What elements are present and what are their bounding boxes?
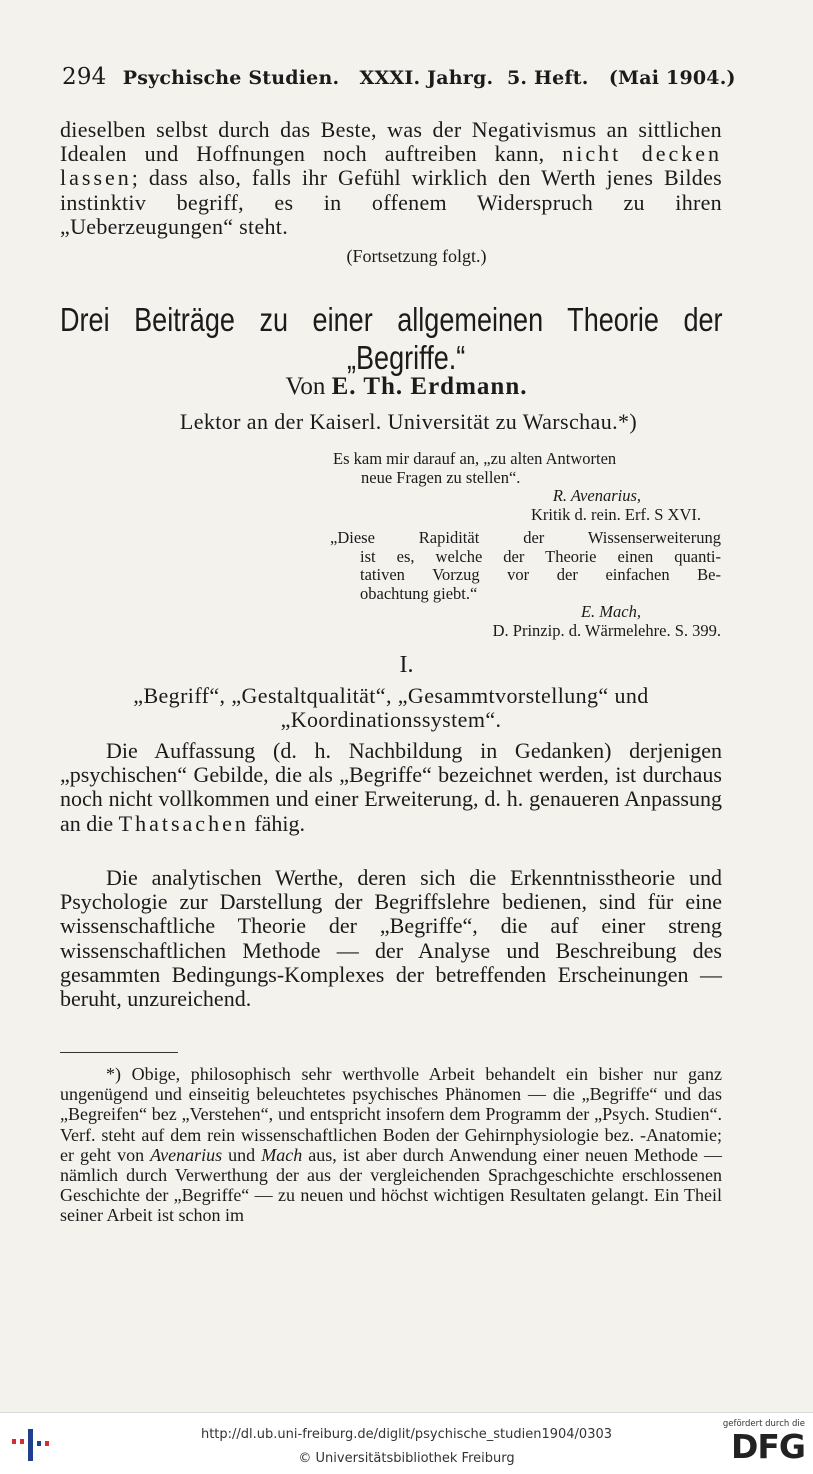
author-name: E. Th. Erdmann. xyxy=(331,373,528,400)
text-run: ; dass also, falls ihr Gefühl wirklich den Werth jenes Bildes instinktiv begriff, es in offenem Widerspruch zu ihren „Ueberzeugungen“ steht. xyxy=(60,165,722,239)
epigraph-source: D. Prinzip. d. Wärmelehre. S. 399. xyxy=(492,620,721,640)
spaced-text: Thatsachen xyxy=(118,810,249,836)
body-paragraph-1 xyxy=(60,739,722,836)
text-run: und xyxy=(222,1144,262,1165)
body-paragraph-2: Die analytischen Werthe, deren sich die Erkenntnisstheorie und Psychologie zur Darstellung der Begriffslehre bedienen, sind für eine wissenschaftliche Theorie der „Begriffe“, die auf einer streng wissenschaftlichen Methode — der Analyse und Beschreibung des gesammten Bedingungs-Komplexes der betreffenden Erscheinungen — beruht, unzureichend. xyxy=(60,865,722,1012)
epigraph-line: Es kam mir darauf an, „zu alten Antworten xyxy=(333,449,617,468)
article-title-line1: Drei Beiträge zu einer allgemeinen Theorie der xyxy=(60,301,723,338)
footnote xyxy=(60,1064,722,1226)
continuation-note: (Fortsetzung folgt.) xyxy=(346,246,487,266)
text-run: dieselben selbst durch das Beste, was der Negativismus an sittlichen Idealen und Hoffnungen noch auftreiben kann, xyxy=(60,117,722,167)
section-number: I. xyxy=(399,652,414,678)
title-text: „Begriffe.“ xyxy=(347,339,466,376)
footnote-rule xyxy=(60,1052,178,1053)
copyright-notice: © Universitätsbibliothek Freiburg xyxy=(298,1451,515,1466)
text-run: Die Auffassung (d. h. Nachbildung in Gedanken) derjenigen „psychischen“ Gebilde, die als „Begriffe“ bezeichnet werden, ist durchaus noch nicht vollkommen und einer Erweiterung, d. h. genaueren Anpassung an die xyxy=(60,738,722,836)
epigraph-line: neue Fragen zu stellen“. xyxy=(361,467,521,487)
text-run: aus, ist aber durch Anwendung einer neuen Methode — nämlich durch Verwerthung der aus der vergleichenden Sprachgeschichte erschlossenen Geschichte der „Begriffe“ — zu neuen und höchst wichtigen Resultaten gelangt. Ein Theil seiner Arbeit ist schon im xyxy=(60,1144,723,1226)
epigraph-line: ist es, welche der Theorie einen quanti- xyxy=(360,546,721,566)
dfg-logo-text: DFG xyxy=(730,1427,805,1466)
text-run: *) Obige, philosophisch sehr werthvolle Arbeit behandelt ein bisher nur ganz ungenügend und einseitig beleuchtetes psychisches Phänomen — die „Begriffe“ und das „Begreifen“ bez „Verstehen“, und entspricht insofern dem Programm der „Psych. Studien“. Verf. steht auf dem rein wissenschaftlichen Boden der Gehirnphysiologie bez. -Anatomie; er geht von xyxy=(60,1064,722,1165)
epigraph-line: obachtung giebt.“ xyxy=(360,583,478,603)
byline xyxy=(0,373,813,401)
page-number: 294 xyxy=(62,64,107,90)
epigraph-line: tativen Vorzug vor der einfachen Be- xyxy=(360,565,721,584)
dfg-logo[interactable] xyxy=(719,1419,805,1469)
italic-name: Avenarius xyxy=(150,1144,223,1165)
epigraph-mach xyxy=(330,529,721,640)
issue-date: (Mai 1904.) xyxy=(608,67,736,89)
epigraph-source: Kritik d. rein. Erf. S XVI. xyxy=(530,504,701,524)
article-title-line2 xyxy=(0,338,813,378)
epigraph-avenarius xyxy=(333,450,721,524)
byline-prefix: Von xyxy=(285,373,326,400)
author-affiliation: Lektor an der Kaiserl. Universität zu Warschau.*) xyxy=(179,409,638,434)
spaced-text: nicht decken lassen xyxy=(60,141,722,191)
epigraph-author: E. Mach, xyxy=(580,602,641,621)
epigraph-line: „Diese Rapidität der Wissenserweiterung xyxy=(330,528,721,547)
volume-info: XXXI. Jahrg. 5. Heft. xyxy=(359,67,589,89)
dfg-tagline: gefördert durch die xyxy=(722,1419,805,1429)
italic-name: Mach xyxy=(261,1144,303,1165)
text-run: fähig. xyxy=(248,810,306,836)
viewer-footer xyxy=(0,1412,813,1474)
section-heading: „Begriff“, „Gestaltqualität“, „Gesammtvorstellung“ und „Koordinationssystem“. xyxy=(133,683,649,732)
page-url-link[interactable]: http://dl.ub.uni-freiburg.de/diglit/psychische_studien1904/0303 xyxy=(200,1427,613,1442)
running-header xyxy=(62,64,736,90)
previous-article-paragraph xyxy=(60,118,722,239)
journal-title: Psychische Studien. xyxy=(122,67,340,89)
epigraph-author: R. Avenarius, xyxy=(552,486,641,505)
